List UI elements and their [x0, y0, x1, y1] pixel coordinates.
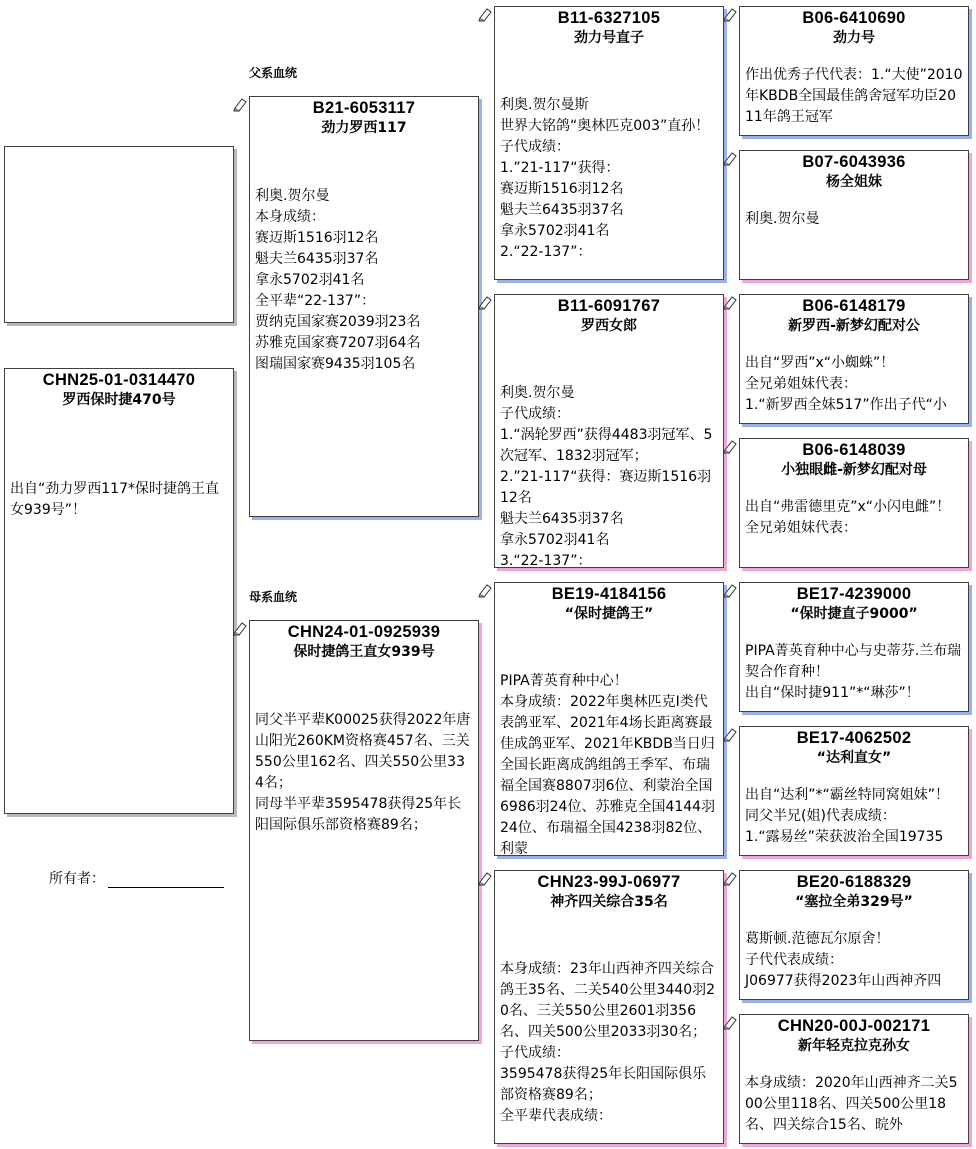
subject-name: 罗西保时捷470号 [62, 392, 176, 408]
owner-field [49, 868, 224, 888]
ssd-card[interactable] [739, 150, 969, 280]
ds-desc: PIPA菁英育种中心！ 本身成绩：2022年奥林匹克I类代表鸽亚军、2021年4场长距离赛最佳成鸽亚军、2021年KBDB当日归全国长距离成鸽组鸽王季军、布瑞福全国赛8807羽6位、利蒙治全国6986羽24位、苏雅克全国4144羽24位、布瑞福全国4238羽82位、利蒙 [500, 673, 716, 856]
edit-icon[interactable] [478, 582, 494, 598]
dsd-name: “达利直女” [816, 750, 892, 766]
edit-icon[interactable] [723, 870, 739, 886]
dd-card[interactable] [494, 870, 724, 1144]
ss-desc: 利奥.贺尔曼斯 世界大铭鸽“奥林匹克003”直孙！ 子代成绩： 1.”21-117“获得： 赛迈斯1516羽12名 魁夫兰6435羽37名 拿永5702羽41名 2.“22-137”： [500, 97, 710, 260]
dam-name: 保时捷鸽王直女939号 [293, 644, 435, 660]
edit-icon[interactable] [478, 870, 494, 886]
dds-card[interactable] [739, 870, 969, 1000]
edit-icon[interactable] [723, 1014, 739, 1030]
dsd-card[interactable] [739, 726, 969, 856]
ssd-desc: 利奥.贺尔曼 [745, 211, 820, 227]
sss-name: 劲力号 [833, 30, 875, 46]
ds-name: “保时捷鸽王” [564, 606, 654, 622]
dam-card[interactable] [249, 620, 479, 1041]
sd-card[interactable] [494, 294, 724, 568]
ddd-desc: 本身成绩：2020年山西神齐二关500公里118名、四关500公里18名、四关综合15名、晥外 [745, 1075, 958, 1133]
sds-desc: 出自“罗西”x“小蜘蛛”！ 全兄弟姐妹代表： 1.“新罗西全妹517”作出子代“小 [745, 355, 947, 413]
sdd-name: 小独眼雌-新梦幻配对母 [781, 462, 927, 478]
ss-ring: B11-6327105 [557, 9, 661, 27]
sss-card[interactable] [739, 6, 969, 136]
edit-icon[interactable] [723, 438, 739, 454]
dds-name: “塞拉全弟329号” [795, 894, 913, 910]
dss-ring: BE17-4239000 [796, 585, 912, 603]
subject-ring: CHN25-01-0314470 [42, 371, 196, 389]
owner-input-line[interactable] [108, 873, 224, 888]
ddd-ring: CHN20-00J-002171 [777, 1017, 931, 1035]
sd-name: 罗西女郎 [581, 318, 637, 334]
ssd-name: 杨全姐妹 [826, 174, 882, 190]
sdd-ring: B06-6148039 [802, 441, 906, 459]
sire-ring: B21-6053117 [312, 99, 416, 117]
ddd-card[interactable] [739, 1014, 969, 1144]
edit-icon[interactable] [233, 96, 249, 112]
sss-ring: B06-6410690 [802, 9, 906, 27]
dds-desc: 葛斯顿.范德瓦尔原舍！ 子代代表成绩： J06977获得2023年山西神齐四 [745, 931, 942, 989]
sss-desc: 作出优秀子代代表：1.“大使”2010年KBDB全国最佳鸽舍冠军功臣2011年鸽王冠军 [745, 67, 963, 125]
sire-desc: 利奥.贺尔曼 本身成绩： 赛迈斯1516羽12名 魁夫兰6435羽37名 拿永5702羽41名 全平辈“22-137”： 贾纳克国家赛2039羽23名 苏雅克国家赛7207羽64名 图瑞国家赛9435羽105名 [255, 188, 421, 372]
edit-icon[interactable] [478, 6, 494, 22]
subject-desc: 出自“劲力罗西117*保时捷鸽王直女939号”！ [10, 481, 219, 518]
ss-card[interactable] [494, 6, 724, 280]
ssd-ring: B07-6043936 [802, 153, 906, 171]
ss-name: 劲力号直子 [574, 30, 644, 46]
owner-label: 所有者： [49, 871, 105, 887]
edit-icon[interactable] [723, 6, 739, 22]
sds-card[interactable] [739, 294, 969, 424]
sire-card[interactable] [249, 96, 479, 517]
edit-icon[interactable] [233, 620, 249, 636]
dss-name: “保时捷直子9000” [790, 606, 918, 622]
dam-ring: CHN24-01-0925939 [287, 623, 441, 641]
sd-desc: 利奥.贺尔曼 子代成绩： 1.“涡轮罗西”获得4483羽冠军、5次冠军、1832羽冠军； 2.”21-117“获得：赛迈斯1516羽12名 魁夫兰6435羽37名 拿永5702羽41名 3.“22-137”： [500, 385, 713, 568]
ds-ring: BE19-4184156 [551, 585, 667, 603]
sdd-card[interactable] [739, 438, 969, 568]
sd-ring: B11-6091767 [557, 297, 661, 315]
dss-desc: PIPA菁英育种中心与史蒂芬.兰布瑞契合作育种！ 出自“保时捷911”*“琳莎”！ [745, 643, 962, 701]
dd-desc: 本身成绩：23年山西神齐四关综合鸽王35名、二关540公里3440羽20名、三关550公里2601羽356名、四关500公里2033羽30名； 子代成绩： 3595478获得25年长阳国际俱乐部资格赛89名； 全平辈代表成绩： [500, 961, 716, 1124]
sds-name: 新罗西-新梦幻配对公 [788, 318, 920, 334]
ddd-name: 新年轻克拉克孙女 [798, 1038, 910, 1054]
sire-line-label: 父系血统 [249, 66, 298, 80]
dss-card[interactable] [739, 582, 969, 712]
photo-box[interactable] [4, 146, 234, 323]
dds-ring: BE20-6188329 [796, 873, 912, 891]
dam-line-label: 母系血统 [249, 590, 298, 604]
edit-icon[interactable] [723, 582, 739, 598]
dsd-desc: 出自“达利”*“霸丝特同窝姐妹”！ 同父半兄(姐)代表成绩： 1.“露易丝”荣获波治全国19735 [745, 787, 950, 845]
edit-icon[interactable] [723, 294, 739, 310]
dd-name: 神齐四关综合35名 [550, 894, 668, 910]
ds-card[interactable] [494, 582, 724, 856]
dd-ring: CHN23-99J-06977 [537, 873, 681, 891]
edit-icon[interactable] [723, 150, 739, 166]
sire-name: 劲力罗西117 [321, 120, 407, 136]
dsd-ring: BE17-4062502 [796, 729, 912, 747]
subject-card[interactable] [4, 368, 234, 814]
sdd-desc: 出自“弗雷德里克”x“小闪电雌”！ 全兄弟姐妹代表： [745, 499, 951, 536]
sds-ring: B06-6148179 [802, 297, 906, 315]
dam-desc: 同父半平辈K00025获得2022年唐山阳光260KM资格赛457名、三关550公里162名、四关550公里334名； 同母半平辈3595478获得25年长阳国际俱乐部资格赛89名； [255, 712, 471, 833]
edit-icon[interactable] [478, 294, 494, 310]
edit-icon[interactable] [723, 726, 739, 742]
